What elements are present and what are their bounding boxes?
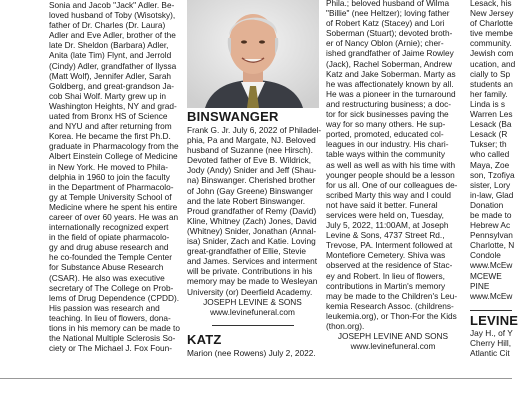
text-line: Sonia and Jacob "Jack" Adler. Be- (49, 0, 175, 10)
text-line: sister, Lory (470, 179, 511, 190)
text-line: Adler and Eve Adler, brother of the (49, 30, 176, 41)
text-line: "Billie" (nee Heltzer); loving father (326, 8, 450, 19)
text-line: Proud grandfather of Remy (David) (187, 205, 317, 216)
text-line: great-grandfather of Ellie, Stevie (187, 246, 306, 257)
text-line: husband of Suzanne (nee Hirsch). (187, 145, 313, 156)
text-line: leagues in our industry. His chari- (326, 139, 449, 150)
text-line: (CSAR). He also was executive (49, 272, 165, 283)
text-line: Condole (470, 250, 501, 261)
text-line: Katz and Jake Soberman. Marty as (326, 68, 456, 79)
text-line: of John (Gay Greene) Binswanger (187, 185, 313, 196)
text-line: Hebrew Ac (470, 220, 511, 231)
text-line: tions in his memory can be made to (49, 323, 180, 333)
text-line: Korea. He became the first Ph.D. (49, 131, 171, 142)
text-line: Cherry Hill, (470, 338, 512, 349)
text-line: tor for sick businesses paving the (326, 109, 449, 120)
text-line: Soberman (Stuart); devoted broth- (326, 28, 453, 39)
text-line: Maya, Zoe (470, 159, 510, 170)
text-line: Lesack (Ba (470, 119, 512, 130)
funeral-home-website-link[interactable]: www.levinefuneral.com (350, 341, 436, 352)
text-line: He was a pioneer in the turnaround (326, 88, 456, 99)
text-line: will be private. Contributions in his (187, 266, 313, 277)
text-line: www.McEw (470, 260, 513, 271)
text-line: Goldberg, and great-grandson Ja- (49, 80, 174, 91)
text-line: father of Dr. Charles (Dr. Laura) (49, 20, 166, 31)
text-line: er of Nancy Oblon (Arnie); cher- (326, 38, 444, 49)
text-line: teaching. In lieu of flowers, dona- (49, 312, 171, 323)
text-line: (Cindy) Adler, grandfather of Ilyssa (49, 60, 177, 71)
text-line: lems of Drug Dependence (CPDD). (49, 292, 180, 303)
text-line: son, Tzofiya (470, 169, 515, 180)
text-line: observed at the residence of Stac- (326, 260, 453, 271)
divider (470, 310, 512, 311)
text-line: of Robert Katz (Stacey) and Lori (326, 18, 445, 29)
text-line: late Dr. Sheldon (Barbara) Adler, (49, 40, 169, 51)
text-line: cob Shai Wolf. Marty grew up in (49, 90, 166, 101)
text-line: services were held on, Tuesday, (326, 209, 444, 220)
text-line: and NYU and after returning from (49, 121, 172, 132)
text-line: memory may be made to Wesleyan (187, 276, 318, 287)
text-line: Lesack (R (470, 129, 508, 140)
text-line: (thon.org). (326, 321, 365, 331)
text-line: ported, promoted, educated col- (326, 129, 444, 140)
text-line: ucation, and (470, 58, 516, 69)
obituary-katz-line (187, 348, 318, 358)
obituary-column-adler (49, 0, 180, 353)
text-line: Frank G. Jr. July 6, 2022 of Philadel- (187, 125, 322, 135)
text-line: be made to (470, 209, 512, 220)
obituary-body-levine (470, 328, 512, 358)
text-line: Kline, Whitney (Zach) Jones, David (187, 215, 317, 226)
text-line: uated from Bronx HS of Science (49, 111, 168, 122)
text-line: tive membe (470, 28, 513, 39)
text-line: contributions in Martin's memory (326, 280, 446, 291)
text-line: and James. Services and interment (187, 256, 318, 267)
text-line: scribed Marty this way and I could (326, 189, 451, 200)
text-line: he co-founded the Temple Center (49, 252, 172, 263)
text-line: Jay H., of Y (470, 328, 513, 338)
text-line: Medicine where he spent his entire (49, 201, 178, 212)
text-line: ished grandfather of Jaime Rowley (326, 48, 454, 59)
text-line: for Substance Abuse Research (49, 262, 164, 273)
text-line: in New York. He moved to Phila- (49, 161, 168, 172)
text-line: Trevose, PA. Interment followed at (326, 240, 453, 251)
text-line: MCEWE (470, 270, 502, 281)
katz-text: Marion (nee Rowens) July 2, 2022. (187, 348, 316, 358)
text-line: delphia in 1960 to join the faculty (49, 171, 170, 182)
text-line: cially to Sp (470, 68, 511, 79)
text-line: Jewish com (470, 48, 514, 59)
obituary-column-lesack (470, 0, 516, 301)
text-line: Warren Les (470, 109, 513, 120)
text-line: gy at Temple University School of (49, 191, 172, 202)
text-line: Washington Heights, NY and grad- (49, 100, 177, 111)
text-line: University (or) Deerfield Academy. (187, 286, 313, 297)
text-line: Lesack, his (470, 0, 512, 8)
text-line: gy and drug abuse research and (49, 242, 169, 253)
text-line: internationally recognized expert (49, 222, 169, 233)
page-bottom-rule (0, 378, 512, 379)
obituary-heading-levine: LEVINE (470, 313, 518, 328)
text-line: in the Department of Pharmacolo- (49, 181, 174, 192)
obituary-body-binswanger (187, 125, 322, 317)
text-line: New Jersey (470, 8, 514, 19)
text-line: table ways within the community (326, 149, 445, 160)
text-line: Atlantic Cit (470, 348, 510, 359)
text-line: Anita (late Tim) Flynt, and Jerrold (49, 50, 172, 61)
text-line: July 5, 2022, 11:00AM, at Joseph (326, 220, 449, 231)
text-line: www.McEw (470, 290, 513, 301)
text-line: phia, Pa and Margate, NJ. Beloved (187, 135, 316, 146)
text-line: His passion was research and (49, 302, 160, 313)
text-line: Montefiore Cemetery. Shiva was (326, 250, 446, 261)
funeral-home-name: JOSEPH LEVINE & SONS (203, 296, 302, 307)
divider (212, 325, 294, 326)
text-line: her family. (470, 88, 508, 99)
text-line: he was affectionately known by all. (326, 78, 454, 89)
text-line: students an (470, 78, 513, 89)
obituary-heading-binswanger: BINSWANGER (187, 109, 279, 124)
text-line: in-law, Glad (470, 189, 514, 200)
text-line: for us all. One of our colleagues de- (326, 179, 458, 190)
text-line: not have said it better. Funeral (326, 199, 438, 210)
text-line: secretary of The College on Prob- (49, 282, 174, 293)
text-line: (Whitney) Snider, Jonathan (Annal- (187, 225, 317, 236)
text-line: isa) Snider, Zach and Katie. Loving (187, 236, 316, 247)
text-line: Phila.; beloved husband of Wilma (326, 0, 450, 8)
text-line: the National Multiple Sclerosis So- (49, 333, 176, 344)
text-line: Devoted father of Eve B. Wildrick, (187, 155, 312, 166)
text-line: (Jack), Rachel Soberman, Andrew (326, 58, 452, 69)
text-line: Jody (Andy) Snider and Jeff (Shau- (187, 165, 317, 176)
text-line: and the late Robert Binswanger. (187, 195, 306, 206)
portrait-image (187, 0, 319, 108)
text-line: (Matt Wolf), Jennifer Adler, Sarah (49, 70, 172, 81)
text-line: and restructuring business; a doc- (326, 98, 451, 109)
text-line: Linda is s (470, 98, 506, 109)
text-line: leukemia.org), or Thon-For the Kids (326, 310, 457, 321)
text-line: ciety or The Michael J. Fox Foun- (49, 343, 172, 354)
text-line: who called (470, 149, 510, 160)
text-line: ey and Robert. In lieu of flowers, (326, 270, 445, 281)
text-line: way for so many others. He sup- (326, 119, 446, 130)
text-line: PINE (470, 280, 490, 291)
text-line: in the field of opiate pharmacolo- (49, 232, 170, 243)
text-line: career of over 60 years. He was an (49, 211, 179, 222)
text-line: Albert Einstein College of Medicine (49, 151, 178, 162)
portrait-photo (187, 0, 319, 108)
text-line: Pennsylvan (470, 230, 513, 241)
funeral-home-name: JOSEPH LEVINE AND SONS (337, 331, 449, 342)
text-line: kemia Research Assoc. (childrens- (326, 300, 454, 311)
text-line: Donation (470, 199, 504, 210)
text-line: Tukser; th (470, 139, 507, 150)
text-line: na) Binswanger. Cherished brother (187, 175, 316, 186)
text-line: Levine & Sons, 4737 Street Rd., (326, 230, 445, 241)
text-line: graduate in Pharmacology from the (49, 141, 179, 152)
obituary-column-katz-martin (326, 0, 460, 351)
text-line: loved husband of Toby (Wisotsky), (49, 10, 176, 21)
text-line: of Charlotte (470, 18, 513, 29)
text-line: Charlotte, N (470, 240, 515, 251)
text-line: as well as well as with his time with (326, 159, 456, 170)
obituary-heading-katz: KATZ (187, 332, 222, 347)
text-line: may be made to the Children's Leu- (326, 290, 458, 301)
funeral-home-website-link[interactable]: www.levinefuneral.com (210, 306, 295, 317)
text-line: community. (470, 38, 512, 49)
text-line: younger people should be a lesson (326, 169, 455, 180)
